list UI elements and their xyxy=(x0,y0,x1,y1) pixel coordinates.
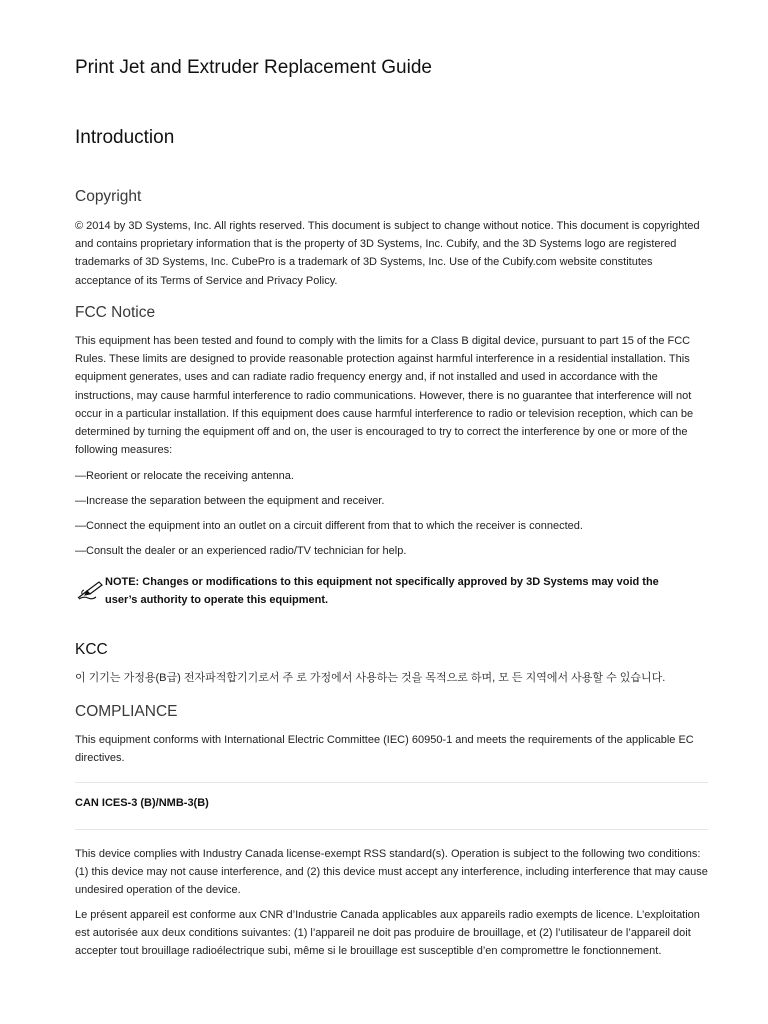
fcc-measure-4: —Consult the dealer or an experienced radio/TV technician for help. xyxy=(75,545,407,557)
fcc-note xyxy=(76,573,676,613)
kcc-heading: KCC xyxy=(75,641,108,658)
pencil-note-icon xyxy=(76,579,104,601)
divider-bottom xyxy=(75,829,708,830)
kcc-text: 이 기기는 가정용(B급) 전자파적합기기로서 주 로 가정에서 사용하는 것을 목적으로 하며, 모 든 지역에서 사용할 수 있습니다. xyxy=(75,672,666,684)
fcc-text: This equipment has been tested and found to comply with the limits for a Class B digital device, pursuant to part 15 of the FCC Rules. These limits are designed to provide reasonable protection against harmful interference in a residential installation. This equipment generates, uses and can radiate radio frequency energy and, if not installed and used in accordance with the instructions, may cause harmful interference to radio communications. However, there is no guarantee that interference will not occur in a particular installation. If this equipment does cause harmful interference to radio or television reception, which can be determined by turning the equipment off and on, the user is encouraged to try to correct the interference by one or more of the following measures: xyxy=(75,335,694,457)
fcc-heading: FCC Notice xyxy=(75,304,156,321)
introduction-heading: Introduction xyxy=(75,127,175,148)
copyright-heading: Copyright xyxy=(75,188,142,205)
divider-top xyxy=(75,782,708,783)
compliance-text: This equipment conforms with International Electric Committee (IEC) 60950-1 and meets the requirements of the applicable EC directives. xyxy=(75,734,694,765)
can-ices-heading: CAN ICES-3 (B)/NMB-3(B) xyxy=(75,797,209,809)
document-title: Print Jet and Extruder Replacement Guide xyxy=(75,57,432,78)
fcc-measure-3: —Connect the equipment into an outlet on a circuit different from that to which the receiver is connected. xyxy=(75,520,583,532)
fcc-note-text: NOTE: Changes or modifications to this equipment not specifically approved by 3D Systems may void the user’s authority to operate this equipment. xyxy=(105,576,659,606)
fcc-measure-1: —Reorient or relocate the receiving antenna. xyxy=(75,470,294,482)
copyright-text: © 2014 by 3D Systems, Inc. All rights reserved. This document is subject to change without notice. This document is copyrighted and contains proprietary information that is the property of 3D Systems, Inc. Cubify, and the 3D Systems logo are registered trademarks of 3D Systems, Inc. CubePro is a trademark of 3D Systems, Inc. Use of the Cubify.com website constitutes acceptance of its Terms of Service and Privacy Policy. xyxy=(75,220,700,287)
canada-text-english: This device complies with Industry Canada license-exempt RSS standard(s). Operation is subject to the following two conditions: (1) this device may not cause interference, and (2) this device must accept any interference, including interference that may cause undesired operation of the device. xyxy=(75,848,708,897)
fcc-measure-2: —Increase the separation between the equipment and receiver. xyxy=(75,495,385,507)
compliance-heading: COMPLIANCE xyxy=(75,703,178,720)
canada-text-french: Le présent appareil est conforme aux CNR d’Industrie Canada applicables aux appareils radio exempts de licence. L’exploitation est autorisée aux deux conditions suivantes: (1) l’appareil ne doit pas produire de brouillage, et (2) l’utilisateur de l’appareil doit accepter tout brouillage radioélectrique subi, même si le brouillage est susceptible d’en compromettre le fonctionnement. xyxy=(75,909,700,958)
